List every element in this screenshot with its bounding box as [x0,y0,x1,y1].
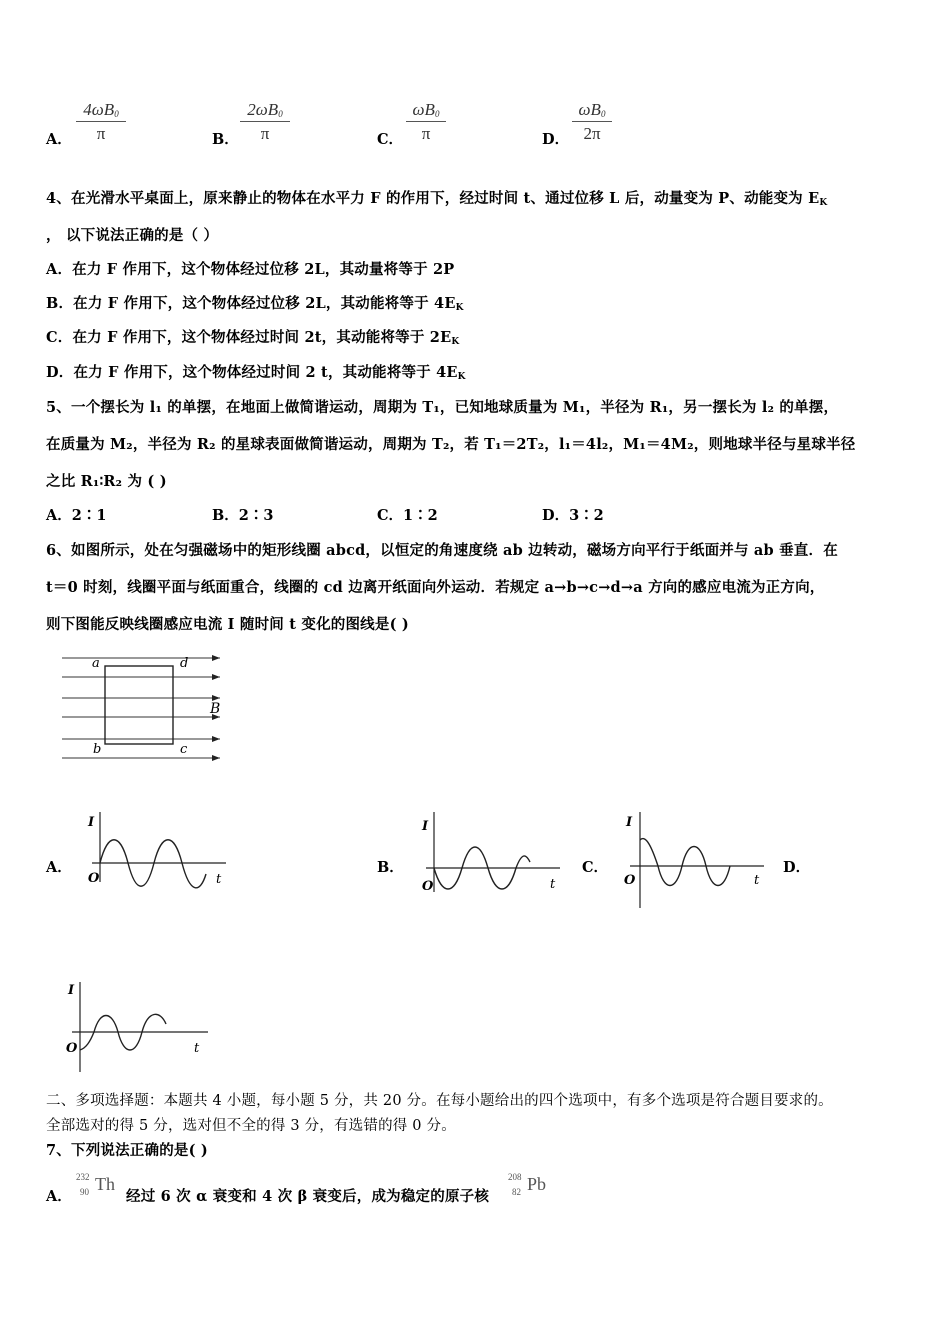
q4-stem-line1: 4、在光滑水平桌面上，原来静止的物体在水平力 F 的作用下，经过时间 t、通过位移 L 后，动量变为 P、动能变为 $E_K$ [46,190,828,208]
q3-option-a-fraction [76,100,126,144]
q3-option-d-fraction [572,100,612,144]
q6-option-a: A． [46,859,72,876]
origin-label: O [422,879,434,894]
q4-stem-line2: ， 以下说法正确的是（ ） [46,227,219,244]
q6-stem-line2: t＝0 时刻，线圈平面与纸面重合，线圈的 cd 边离开纸面向外运动．若规定 a→b→c→d→a 方向的感应电流为正方向， [46,579,825,596]
axis-label-t: t [754,873,760,888]
origin-label: O [88,871,100,886]
q6-stem-line1: 6、如图所示，处在匀强磁场中的矩形线圈 abcd，以恒定的角速度绕 ab 边转动，磁场方向平行于纸面并与 ab 垂直．在 [46,542,838,559]
q6-option-d: D． [783,859,811,876]
axis-label-i: I [88,815,95,830]
q3-option-d-denominator: 2π [583,124,601,143]
q3-option-a-label: A． [46,131,72,148]
field-lines [62,658,220,758]
q3-option-a-sub: 0 [114,109,119,119]
q7-option-a-label: A． [46,1188,72,1205]
axis-label-i: I [68,983,75,998]
section2-heading-line1: 二、多项选择题：本题共 4 小题，每小题 5 分，共 20 分。在每小题给出的四个选项中，有多个选项是符合题目要求的。 [46,1093,833,1109]
q6-option-b: B． [377,859,404,876]
section2-heading-line2: 全部选对的得 5 分，选对但不全的得 3 分，有选错的得 0 分。 [46,1118,456,1134]
graph-b [420,812,565,894]
label-b: b [93,742,102,757]
q4-option-d: D．在力 F 作用下，这个物体经过时间 2 t，其动能将等于 $4E_K$ [46,364,466,382]
graph-c [620,812,768,912]
graph-a [86,812,231,892]
q5-stem-line2: 在质量为 M₂，半径为 R₂ 的星球表面做简谐运动，周期为 T₂，若 T₁＝2T₂，l₁＝4l₂，M₁＝4M₂，则地球半径与星球半径 [46,436,856,453]
coil-rect [105,666,173,744]
q3-option-d-label: D． [542,131,570,148]
q6-stem-line3: 则下图能反映线圈感应电流 I 随时间 t 变化的图线是( ) [46,616,409,633]
q5-option-a: A．2∶1 [46,507,107,524]
q5-option-d: D．3∶2 [542,507,604,524]
lead-nuclide [508,1172,554,1202]
q3-option-d-sub: 0 [600,109,606,119]
coil-diagram [58,650,228,765]
origin-label: O [624,873,636,888]
origin-label: O [66,1041,78,1056]
q5-stem-line1: 5、一个摆长为 l₁ 的单摆，在地面上做简谐运动，周期为 T₁，已知地球质量为 M₁，半径为 R₁，另一摆长为 l₂ 的单摆， [46,399,839,416]
q4-option-b: B．在力 F 作用下，这个物体经过位移 2L，其动能将等于 $4E_K$ [46,295,464,313]
th-symbol: Th [95,1174,115,1194]
q5-stem-line3: 之比 R₁∶R₂ 为 ( ) [46,473,167,490]
th-mass-number: 232 [76,1172,90,1182]
pb-symbol: Pb [527,1174,547,1194]
q3-option-c-sub: 0 [434,109,440,119]
th-atomic-number: 90 [80,1187,89,1197]
q3-option-b-sub: 0 [278,109,283,119]
pb-atomic-number: 82 [512,1187,521,1197]
label-c: c [180,742,188,757]
axis-label-i: I [422,819,429,834]
axis-label-t: t [550,877,556,892]
q3-option-c-fraction [406,100,446,144]
q3-option-b-label: B． [212,131,239,148]
q3-option-c-label: C． [377,131,404,148]
q4-option-c: C．在力 F 作用下，这个物体经过时间 2t，其动能将等于 $2E_K$ [46,329,460,347]
label-a: a [92,656,100,671]
q7-option-a-text: 经过 6 次 α 衰变和 4 次 β 衰变后，成为稳定的原子核 [126,1188,490,1205]
q4-option-a: A．在力 F 作用下，这个物体经过位移 2L，其动量将等于 2P [46,261,455,278]
axis-label-i: I [626,815,633,830]
q3-option-d-numerator: ωB [578,100,601,119]
axis-label-t: t [216,872,222,887]
q5-option-c: C．1∶2 [377,507,438,524]
graph-d [62,980,212,1075]
q3-option-b-denominator: π [260,124,270,143]
q3-option-a-numerator: 4ωB [83,100,115,119]
q3-option-b-fraction [240,100,290,144]
axis-label-t: t [194,1041,200,1056]
q6-option-c: C． [582,859,609,876]
q7-stem: 7、下列说法正确的是( ) [46,1142,208,1159]
current-curve [100,840,206,888]
q3-option-a-denominator: π [96,124,106,143]
pb-mass-number: 208 [508,1172,522,1182]
q3-option-b-numerator: 2ωB [247,100,279,119]
label-B: B [210,701,221,717]
q3-option-c-numerator: ωB [412,100,435,119]
thorium-nuclide [76,1172,122,1202]
q3-option-c-denominator: π [421,124,431,143]
q5-option-b: B．2∶3 [212,507,274,524]
current-curve [640,839,730,886]
label-d: d [180,656,189,671]
